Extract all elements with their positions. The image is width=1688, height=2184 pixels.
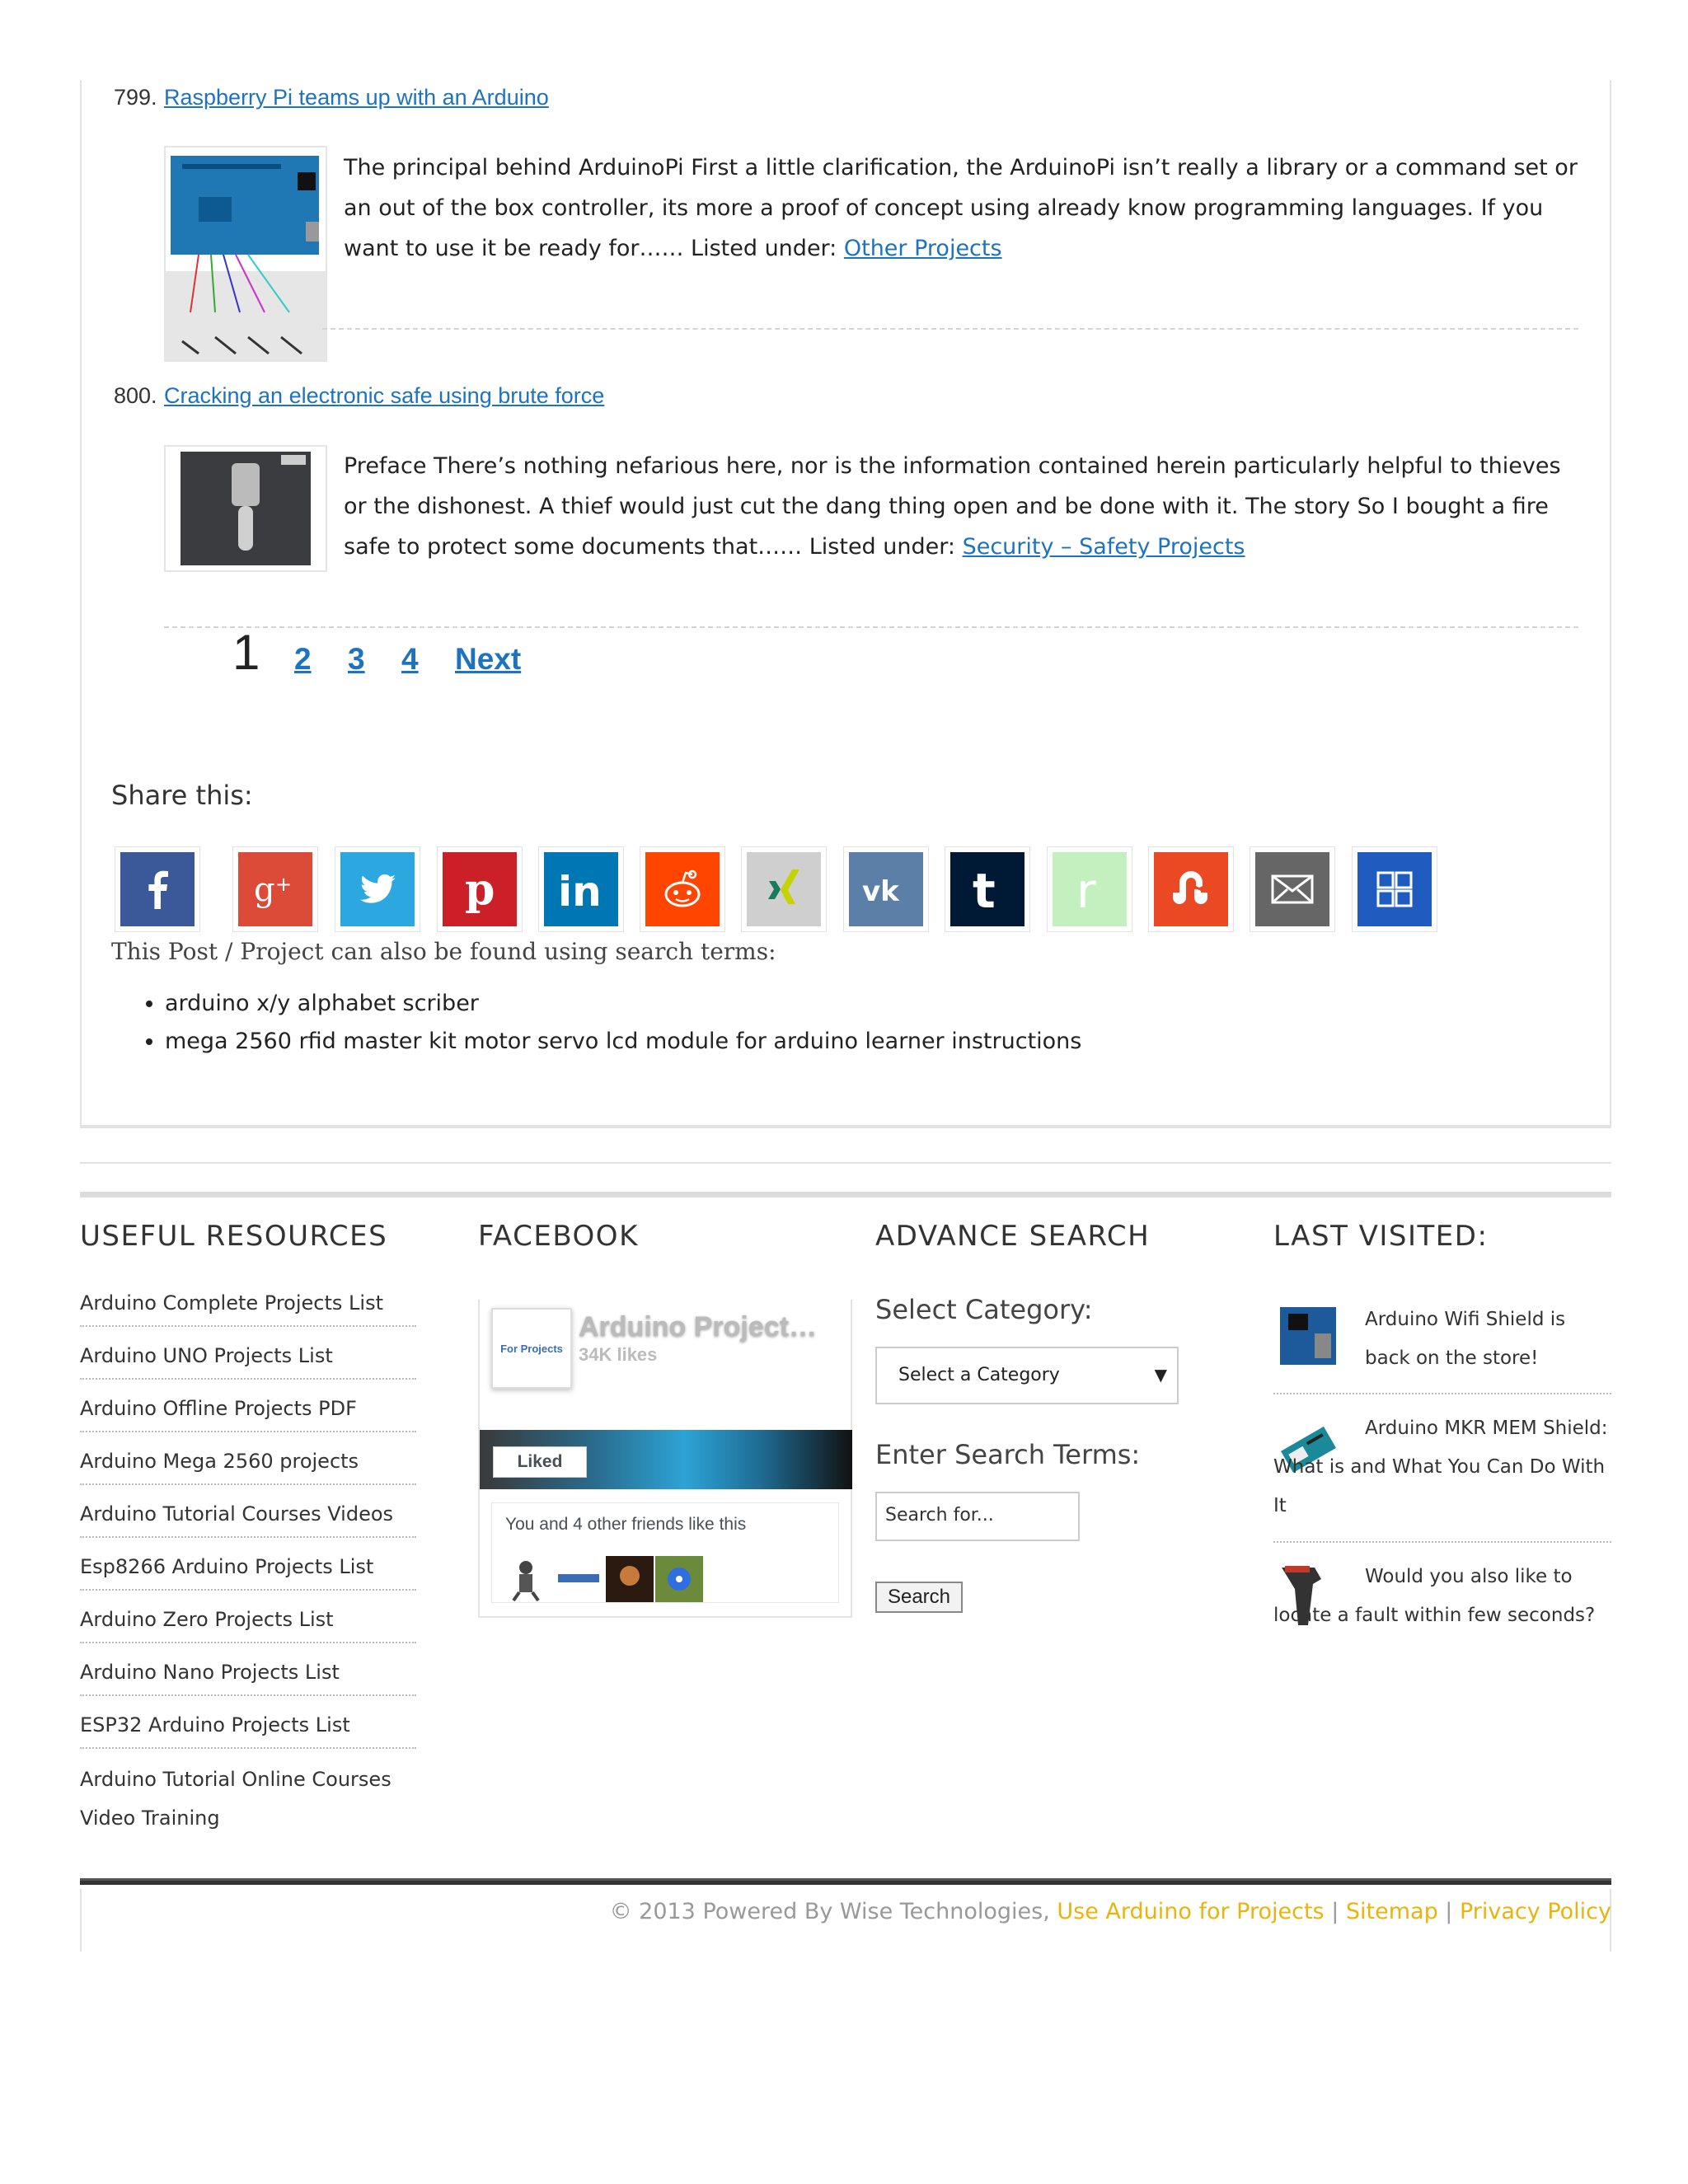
svg-text:t: t [973,863,996,916]
category-link[interactable]: Security – Safety Projects [962,534,1245,560]
resource-link[interactable]: Esp8266 Arduino Projects List [80,1549,416,1591]
footer-rule [80,1878,1611,1885]
search-terms-list [132,985,1081,1061]
reddit-icon [645,852,720,926]
entry-excerpt [344,446,1580,567]
search-button-label: Search [887,1586,951,1608]
friend-avatar[interactable] [502,1556,550,1602]
stumbleupon-icon [1154,852,1228,926]
sitemap-link[interactable]: Sitemap [1345,1899,1438,1924]
resource-link[interactable]: Arduino Offline Projects PDF [80,1391,416,1432]
facebook-likes-count: 34K likes [579,1344,658,1365]
resource-link[interactable]: Arduino Complete Projects List [80,1286,416,1327]
useful-resources-list [80,1286,416,1859]
last-visited-item[interactable] [1273,1409,1611,1526]
search-term-item: • arduino x/y alphabet scriber [165,985,1081,1023]
last-visited-item[interactable] [1273,1301,1611,1378]
share-linkedin-button[interactable] [538,846,624,932]
last-visited-link[interactable]: Would you also like to locate a fault within few seconds? [1273,1566,1596,1626]
liked-label: Liked [517,1452,563,1471]
share-xing-button[interactable] [741,846,827,932]
facebook-liked-button[interactable] [493,1446,587,1478]
friend-avatar[interactable] [555,1556,603,1602]
divider [1273,1541,1611,1543]
search-input[interactable] [875,1492,1080,1541]
safe-image [166,447,326,570]
logo-text: For Projects [500,1342,563,1355]
footer-divider: | [1437,1899,1460,1924]
svg-text:in: in [558,868,602,916]
svg-text:p: p [465,865,495,915]
delicious-icon [1357,852,1432,926]
search-term-item: • mega 2560 rfid master kit motor servo lcd module for arduino learner instructions [165,1023,1081,1061]
page-link-3[interactable]: 3 [348,642,365,676]
xing-icon [747,852,821,926]
share-google-plus-button[interactable] [232,846,318,932]
facebook-page-widget[interactable] [478,1300,852,1618]
share-reddit-button[interactable] [640,846,725,932]
svg-text:g: g [254,871,275,909]
facebook-title: FACEBOOK [478,1220,639,1253]
pinterest-icon [443,852,517,926]
share-title: Share this: [111,780,253,811]
resource-link[interactable]: Arduino Tutorial Courses Videos [80,1497,416,1538]
footer-divider: | [1324,1899,1346,1924]
current-page: 1 [232,625,260,680]
vk-icon [849,852,923,926]
next-page-link[interactable]: Next [455,642,522,676]
divider [164,626,1578,628]
category-select[interactable] [875,1347,1179,1404]
share-twitter-button[interactable] [335,846,420,932]
google-plus-icon [238,852,312,926]
arduino-board-image [166,148,326,360]
linkedin-icon [544,852,618,926]
select-category-label: Select Category: [875,1294,1093,1325]
last-visited-item[interactable] [1273,1558,1611,1635]
entry-thumbnail[interactable] [164,146,327,362]
entry-excerpt [344,148,1580,269]
share-delicious-button[interactable] [1352,846,1437,932]
resource-link[interactable]: Arduino Nano Projects List [80,1655,416,1696]
friends-like-text: You and 4 other friends like this [505,1515,747,1534]
last-visited-link[interactable]: Arduino MKR MEM Shield: What is and What You Can Do With It [1273,1418,1608,1516]
share-facebook-button[interactable] [115,846,200,932]
friend-avatar[interactable] [606,1556,654,1602]
search-button[interactable] [875,1582,963,1613]
share-renren-button[interactable] [1047,846,1132,932]
search-placeholder: Search for... [885,1505,994,1526]
resource-link[interactable]: Arduino UNO Projects List [80,1338,416,1380]
advance-search-title: ADVANCE SEARCH [875,1220,1151,1253]
useful-resources-title: USEFUL RESOURCES [80,1220,388,1253]
svg-text:r: r [1076,863,1096,916]
privacy-policy-link[interactable]: Privacy Policy [1459,1899,1611,1924]
entry-title-link[interactable]: Raspberry Pi teams up with an Arduino [164,85,549,110]
share-vk-button[interactable] [843,846,929,932]
page-link-4[interactable]: 4 [401,642,419,676]
twitter-icon [340,852,415,926]
divider [322,328,1578,330]
resource-link[interactable]: Arduino Tutorial Online Courses Video Training [80,1768,392,1830]
email-icon [1255,852,1329,926]
facebook-icon [120,852,195,926]
facebook-page-logo[interactable] [491,1308,572,1389]
last-visited-title: LAST VISITED: [1273,1220,1489,1253]
facebook-page-name[interactable]: Arduino Project… [579,1311,818,1343]
facebook-friends-box [491,1502,839,1603]
search-terms-label: This Post / Project can also be found using search terms: [111,938,776,965]
resource-link[interactable]: Arduino Zero Projects List [80,1602,416,1643]
share-tumblr-button[interactable] [945,846,1030,932]
resource-link[interactable]: Arduino Mega 2560 projects [80,1444,416,1485]
copyright-text: © 2013 Powered By Wise Technologies, [609,1899,1057,1924]
svg-text:vk: vk [862,875,899,908]
divider [80,1192,1611,1197]
category-link[interactable]: Other Projects [843,236,1002,261]
dropdown-arrow-icon: ▼ [1154,1365,1167,1385]
entry-title-link[interactable]: Cracking an electronic safe using brute force [164,383,605,408]
search-terms-field-label: Enter Search Terms: [875,1439,1141,1470]
category-select-value: Select a Category [898,1365,1060,1385]
footer-text [610,1899,1611,1924]
page-link-2[interactable]: 2 [294,642,312,676]
entry-number: 800. [114,383,157,408]
entry-number: 799. [114,85,157,110]
tumblr-icon [950,852,1025,926]
excerpt-text: The principal behind ArduinoPi First a little clarification, the ArduinoPi isn’t really a library or a command set or an out of the box controller, its more a proof of concept using already know programming languages. If you want to use it be ready for…… Listed under: [344,155,1578,261]
friend-avatar[interactable] [655,1556,703,1602]
share-stumbleupon-button[interactable] [1148,846,1234,932]
site-home-link[interactable]: Use Arduino for Projects [1057,1899,1325,1924]
share-pinterest-button[interactable] [437,846,523,932]
renren-icon [1053,852,1127,926]
divider [1273,1393,1611,1394]
share-email-button[interactable] [1250,846,1335,932]
resource-link[interactable]: ESP32 Arduino Projects List [80,1708,416,1749]
excerpt-text: Preface There’s nothing nefarious here, nor is the information contained herein particularly helpful to thieves or the dishonest. A thief would just cut the dang thing open and be done with it. The story So I bought a fire safe to protect some documents that…… Listed under: [344,453,1561,560]
svg-text:+: + [275,873,293,896]
entry-thumbnail[interactable] [164,445,327,572]
divider [80,1162,1611,1164]
last-visited-link[interactable]: Arduino Wifi Shield is back on the store! [1365,1309,1566,1369]
